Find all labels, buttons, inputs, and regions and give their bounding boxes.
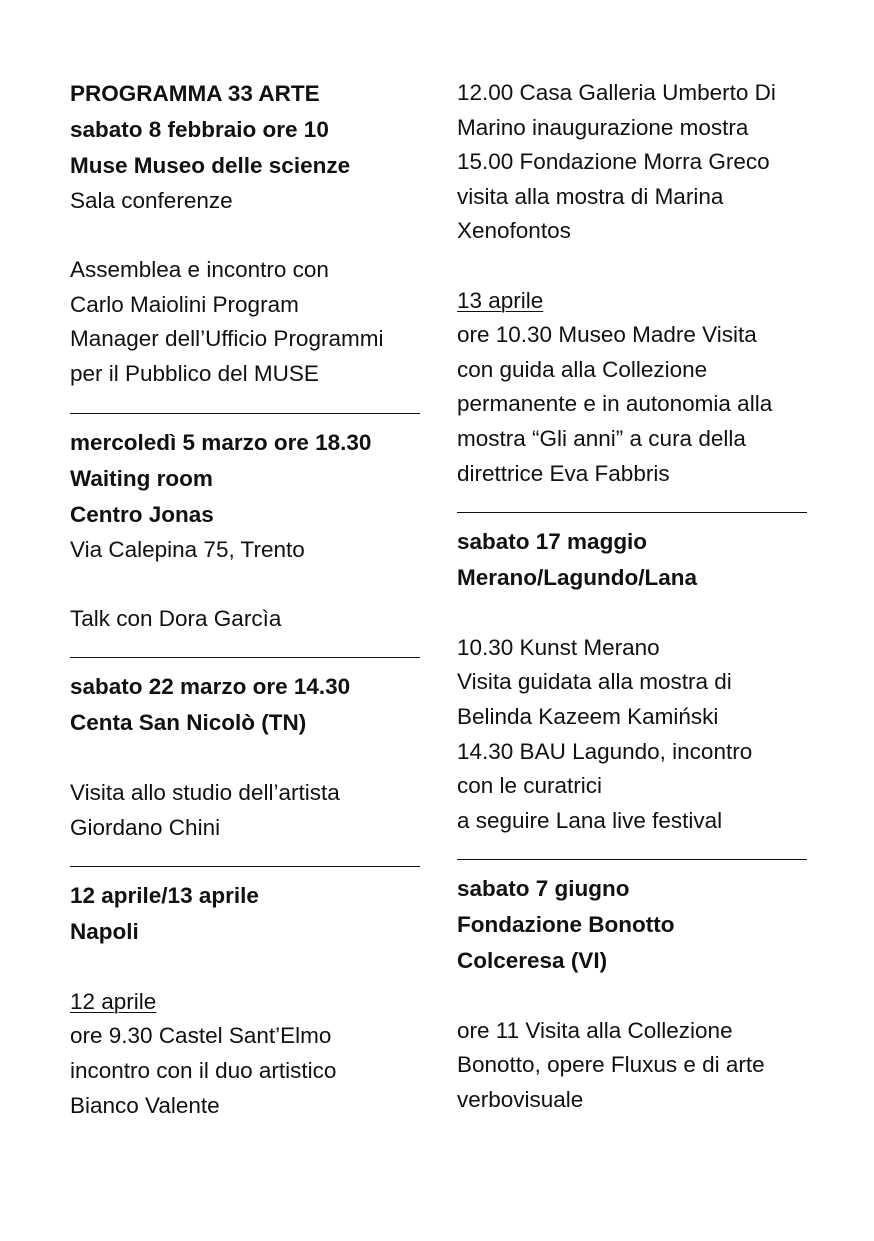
event-room: Sala conferenze xyxy=(70,188,233,213)
event-description-line: per il Pubblico del MUSE xyxy=(70,360,319,386)
event-description-line: a seguire Lana live festival xyxy=(457,807,723,833)
event-description-line: 12.00 Casa Galleria Umberto Di xyxy=(457,80,776,105)
event-description-line: Bianco Valente xyxy=(70,1092,220,1118)
event-place: Merano/Lagundo/Lana xyxy=(457,565,698,591)
event-description-line: incontro con il duo artistico xyxy=(70,1057,337,1083)
section-divider xyxy=(70,657,420,658)
section-divider xyxy=(457,859,807,860)
section-divider xyxy=(457,512,807,513)
event-description-line: Giordano Chini xyxy=(70,814,221,840)
section-divider xyxy=(70,413,420,414)
event-date: sabato 7 giugno xyxy=(457,876,630,902)
event-description-line: con guida alla Collezione xyxy=(457,356,708,382)
event-description-line: Visita allo studio dell’artista xyxy=(70,779,340,805)
event-place: Colceresa (VI) xyxy=(457,948,608,974)
event-description-line: Carlo Maiolini Program xyxy=(70,291,299,317)
event-date: 12 aprile/13 aprile xyxy=(70,883,259,909)
event-description-line: con le curatrici xyxy=(457,773,603,799)
event-place: Muse Museo delle scienze xyxy=(70,153,351,178)
event-title: Waiting room xyxy=(70,465,213,491)
event-description-line: 15.00 Fondazione Morra Greco xyxy=(457,149,770,175)
event-address: Via Calepina 75, Trento xyxy=(70,536,305,562)
event-description-line: Marino inaugurazione mostra xyxy=(457,114,749,140)
event-description-line: mostra “Gli anni” a cura della xyxy=(457,425,746,451)
event-description-line: ore 10.30 Museo Madre Visita xyxy=(457,322,757,348)
event-description-line: ore 11 Visita alla Collezione xyxy=(457,1017,733,1043)
event-venue: Centro Jonas xyxy=(70,501,214,527)
event-date: sabato 17 maggio xyxy=(457,529,648,555)
event-description-line: Assemblea e incontro con xyxy=(70,257,329,283)
day-label: 12 aprile xyxy=(70,988,157,1014)
event-description-line: 14.30 BAU Lagundo, incontro xyxy=(457,738,753,764)
event-description-line: Bonotto, opere Fluxus e di arte xyxy=(457,1052,765,1078)
event-description-line: Manager dell’Ufficio Programmi xyxy=(70,326,384,352)
event-date: sabato 22 marzo ore 14.30 xyxy=(70,674,351,700)
event-place: Centa San Nicolò (TN) xyxy=(70,710,307,736)
event-description-line: 10.30 Kunst Merano xyxy=(457,634,660,660)
event-description-line: permanente e in autonomia alla xyxy=(457,391,773,417)
event-description-line: ore 9.30 Castel Sant’Elmo xyxy=(70,1023,332,1049)
event-description-line: visita alla mostra di Marina xyxy=(457,183,724,209)
left-column xyxy=(70,76,420,1123)
section-divider xyxy=(70,866,420,867)
right-column xyxy=(457,76,807,1118)
event-description-line: Belinda Kazeem Kamiński xyxy=(457,703,719,729)
event-description-line: Visita guidata alla mostra di xyxy=(457,669,732,695)
event-description-line: direttrice Eva Fabbris xyxy=(457,460,670,486)
event-date: sabato 8 febbraio ore 10 xyxy=(70,117,329,142)
event-place: Napoli xyxy=(70,919,139,945)
event-description-line: Xenofontos xyxy=(457,218,571,244)
program-title: PROGRAMMA 33 ARTE xyxy=(70,81,320,106)
day-label: 13 aprile xyxy=(457,287,544,313)
event-description-line: verbovisuale xyxy=(457,1087,584,1113)
event-date: mercoledì 5 marzo ore 18.30 xyxy=(70,429,372,455)
event-description-line: Talk con Dora Garcìa xyxy=(70,605,282,631)
event-venue: Fondazione Bonotto xyxy=(457,912,675,938)
